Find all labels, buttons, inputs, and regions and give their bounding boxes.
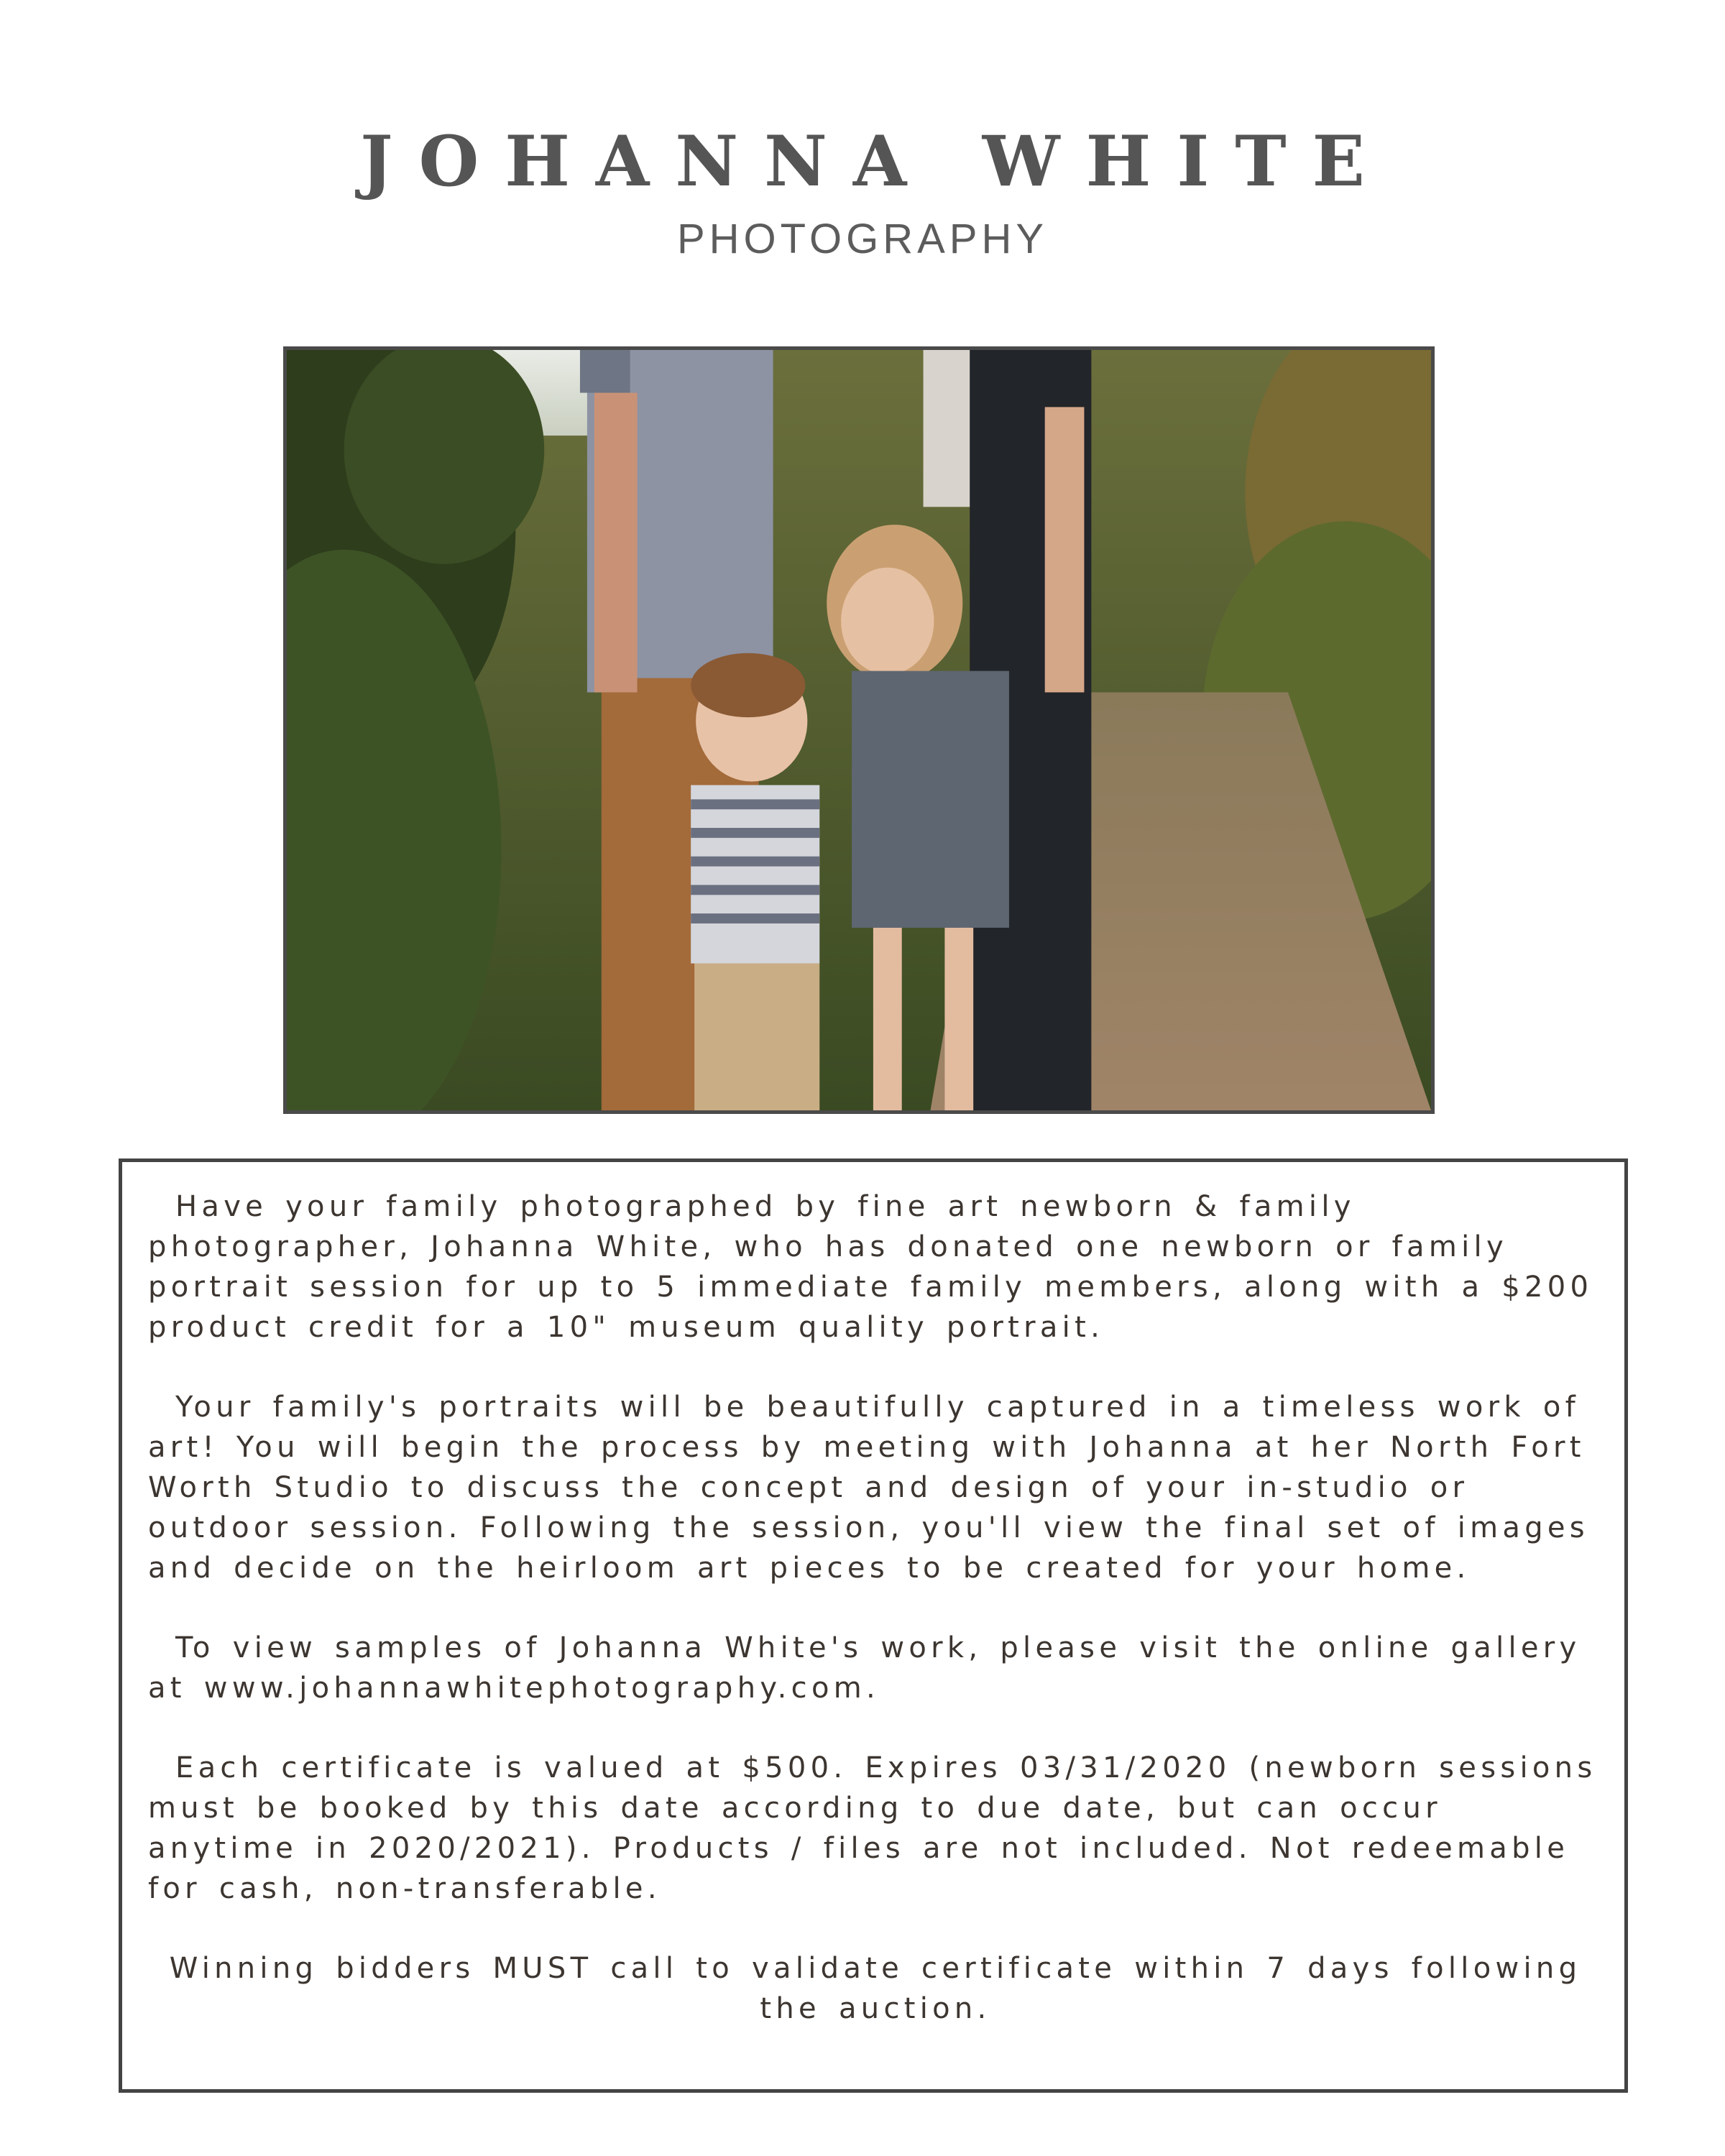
brand-header xyxy=(0,115,1725,264)
description-paragraph: Have your family photographed by fine art newborn & family photographer, Johanna White, who has donated one newborn or family portrait session for up to 5 immediate family members, along with a $200 product credit for a 10" museum quality portrait. xyxy=(148,1190,1593,1344)
certificate-details xyxy=(119,1158,1628,2093)
terms-paragraph: Each certificate is valued at $500. Expires 03/31/2020 (newborn sessions must be booked by this date according to due date, but can occur anytime in 2020/2021). Products / files are not included. Not redeemable for cash, non-transferable. xyxy=(148,1751,1597,1905)
gallery-paragraph: To view samples of Johanna White's work, please visit the online gallery at www.johannawhitephotography.com. xyxy=(148,1631,1581,1705)
family-photo xyxy=(283,346,1435,1114)
description-paragraph: Your family's portraits will be beautifully captured in a timeless work of art! You will begin the process by meeting with Johanna at her North Fort Worth Studio to discuss the concept and design of your in-studio or outdoor session. Following the session, you'll view the final set of images and decide on the heirloom art pieces to be created for your home. xyxy=(148,1391,1589,1585)
family-photo-illustration xyxy=(287,350,1431,1110)
validation-notice: Winning bidders MUST call to validate certificate within 7 days following the auction. xyxy=(169,1952,1582,2025)
brand-name: JOHANNA WHITE xyxy=(360,121,1391,202)
brand-subtitle: PHOTOGRAPHY xyxy=(676,216,1049,262)
